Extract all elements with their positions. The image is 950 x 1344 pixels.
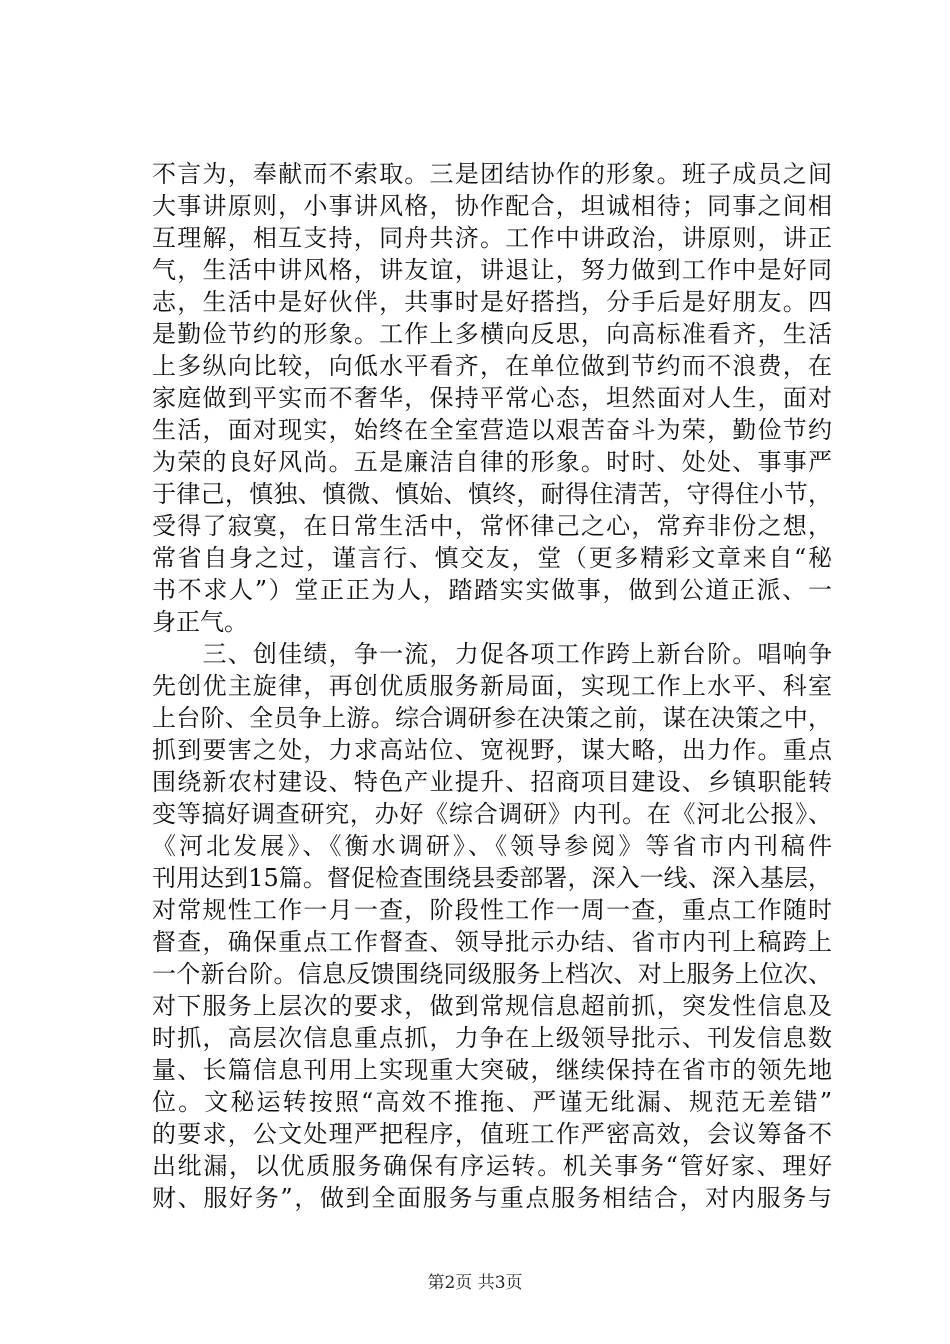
text-line: 互理解，相互支持，同舟共济。工作中讲政治，讲原则，讲正 [152,224,832,252]
text-line: 气，生活中讲风格，讲友谊，讲退让，努力做到工作中是好同 [152,256,832,284]
text-line: 出纰漏，以优质服务确保有序运转。机关事务“管好家、理好 [152,1152,832,1180]
text-line: 时抓，高层次信息重点抓，力争在上级领导批示、刊发信息数 [152,1024,832,1052]
text-line: 于律己，慎独、慎微、慎始、慎终，耐得住清苦，守得住小节， [152,480,832,508]
text-line: 对下服务上层次的要求，做到常规信息超前抓，突发性信息及 [152,992,832,1020]
paragraph-first-line: 三、创佳绩，争一流，力促各项工作跨上新台阶。唱响争 [152,640,832,668]
text-line: 量、长篇信息刊用上实现重大突破，继续保持在省市的领先地 [152,1056,832,1084]
text-line: 常省自身之过，谨言行、慎交友，堂（更多精彩文章来自“秘 [152,544,832,572]
body-text [152,158,832,1214]
text-line: 上多纵向比较，向低水平看齐，在单位做到节约而不浪费，在 [152,352,832,380]
text-line: 变等搞好调查研究，办好《综合调研》内刊。在《河北公报》、 [152,800,832,828]
text-line: 家庭做到平实而不奢华，保持平常心态，坦然面对人生，面对 [152,384,832,412]
text-line: 《河北发展》、《衡水调研》、《领导参阅》等省市内刊稿件 [152,832,832,860]
page-number-footer: 第2页 共3页 [427,1273,523,1293]
text-line: 大事讲原则，小事讲风格，协作配合，坦诚相待；同事之间相 [152,192,832,220]
text-line: 是勤俭节约的形象。工作上多横向反思，向高标准看齐，生活 [152,320,832,348]
text-line: 受得了寂寞，在日常生活中，常怀律己之心，常弃非份之想， [152,512,832,540]
text-line: 上台阶、全员争上游。综合调研参在决策之前，谋在决策之中， [152,704,832,732]
text-line: 位。文秘运转按照“高效不推拖、严谨无纰漏、规范无差错” [152,1088,832,1116]
text-line: 为荣的良好风尚。五是廉洁自律的形象。时时、处处、事事严 [152,448,832,476]
text-line: 书不求人”）堂正正为人，踏踏实实做事，做到公道正派、一 [152,576,832,604]
text-line: 围绕新农村建设、特色产业提升、招商项目建设、乡镇职能转 [152,768,832,796]
text-line: 的要求，公文处理严把程序，值班工作严密高效，会议筹备不 [152,1120,832,1148]
paragraph-end-line: 身正气。 [152,608,248,636]
text-line: 财、服好务”，做到全面服务与重点服务相结合，对内服务与 [152,1184,832,1212]
text-line: 抓到要害之处，力求高站位、宽视野，谋大略，出力作。重点 [152,736,832,764]
text-line: 督查，确保重点工作督查、领导批示办结、省市内刊上稿跨上 [152,928,832,956]
text-line: 生活，面对现实，始终在全室营造以艰苦奋斗为荣，勤俭节约 [152,416,832,444]
text-line: 不言为，奉献而不索取。三是团结协作的形象。班子成员之间 [152,160,832,188]
text-line: 对常规性工作一月一查，阶段性工作一周一查，重点工作随时 [152,896,832,924]
text-line: 刊用达到15篇。督促检查围绕县委部署，深入一线、深入基层， [152,864,832,892]
text-line: 先创优主旋律，再创优质服务新局面，实现工作上水平、科室 [152,672,832,700]
text-line: 志，生活中是好伙伴，共事时是好搭挡，分手后是好朋友。四 [152,288,832,316]
text-line: 一个新台阶。信息反馈围绕同级服务上档次、对上服务上位次、 [152,960,832,988]
